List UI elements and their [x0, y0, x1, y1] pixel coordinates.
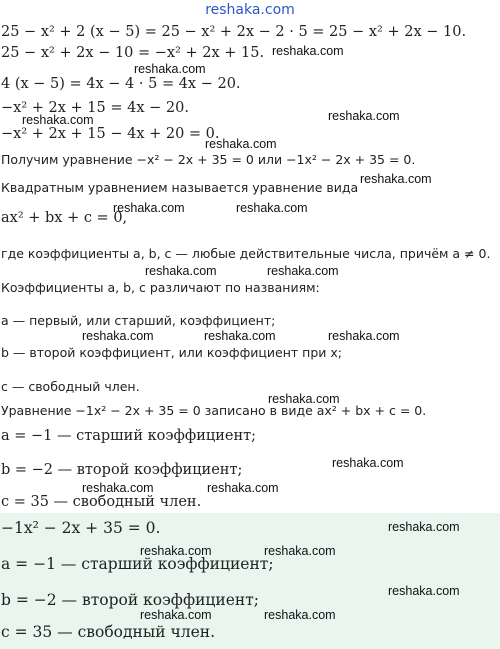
watermark: reshaka.com [388, 584, 460, 598]
watermark: reshaka.com [360, 172, 432, 186]
watermark: reshaka.com [388, 520, 460, 534]
text-line-11: a — первый, или старший, коэффициент; [1, 313, 276, 328]
watermark: reshaka.com [264, 544, 336, 558]
text-line-7: Квадратным уравнением называется уравнение вида [1, 180, 359, 195]
answer-line-4: c = 35 — свободный член. [1, 623, 215, 641]
equation-line-17: c = 35 — свободный член. [1, 494, 202, 510]
equation-line-1: 25 − x² + 2 (x − 5) = 25 − x² + 2x − 2 · 5 = 25 − x² + 2x − 10. [1, 24, 467, 40]
watermark: reshaka.com [264, 608, 336, 622]
answer-line-1: −1x² − 2x + 35 = 0. [1, 519, 161, 537]
watermark: reshaka.com [207, 481, 279, 495]
watermark: reshaka.com [268, 392, 340, 406]
text-line-13: c — свободный член. [1, 379, 140, 394]
site-title[interactable]: reshaka.com [205, 2, 295, 18]
equation-line-2: 25 − x² + 2x − 10 = −x² + 2x + 15. [1, 45, 265, 61]
watermark: reshaka.com [328, 329, 400, 343]
equation-line-3: 4 (x − 5) = 4x − 4 · 5 = 4x − 20. [1, 76, 241, 92]
answer-line-3: b = −2 — второй коэффициент; [1, 591, 260, 609]
watermark: reshaka.com [140, 544, 212, 558]
text-line-12: b — второй коэффициент, или коэффициент при x; [1, 345, 342, 360]
watermark: reshaka.com [267, 264, 339, 278]
watermark: reshaka.com [140, 608, 212, 622]
watermark: reshaka.com [82, 329, 154, 343]
text-line-6: Получим уравнение −x² − 2x + 35 = 0 или −1x² − 2x + 35 = 0. [1, 152, 416, 167]
answer-line-2: a = −1 — старший коэффициент; [1, 555, 274, 573]
equation-line-16: b = −2 — второй коэффициент; [1, 462, 243, 478]
equation-line-15: a = −1 — старший коэффициент; [1, 428, 257, 444]
watermark: reshaka.com [22, 113, 94, 127]
watermark: reshaka.com [272, 44, 344, 58]
equation-line-4: −x² + 2x + 15 = 4x − 20. [1, 100, 189, 116]
text-line-10: Коэффициенты a, b, c различают по названиям: [1, 280, 320, 295]
equation-line-8: ax² + bx + c = 0, [1, 210, 128, 226]
watermark: reshaka.com [328, 109, 400, 123]
watermark: reshaka.com [82, 481, 154, 495]
text-line-9: где коэффициенты a, b, c — любые действительные числа, причём a ≠ 0. [1, 246, 491, 261]
watermark: reshaka.com [236, 201, 308, 215]
text-line-14: Уравнение −1x² − 2x + 35 = 0 записано в виде ax² + bx + c = 0. [1, 403, 427, 418]
watermark: reshaka.com [205, 137, 277, 151]
watermark: reshaka.com [145, 264, 217, 278]
watermark: reshaka.com [113, 201, 185, 215]
watermark: reshaka.com [204, 329, 276, 343]
watermark: reshaka.com [332, 456, 404, 470]
equation-line-5: −x² + 2x + 15 − 4x + 20 = 0. [1, 126, 220, 142]
watermark: reshaka.com [134, 62, 206, 76]
